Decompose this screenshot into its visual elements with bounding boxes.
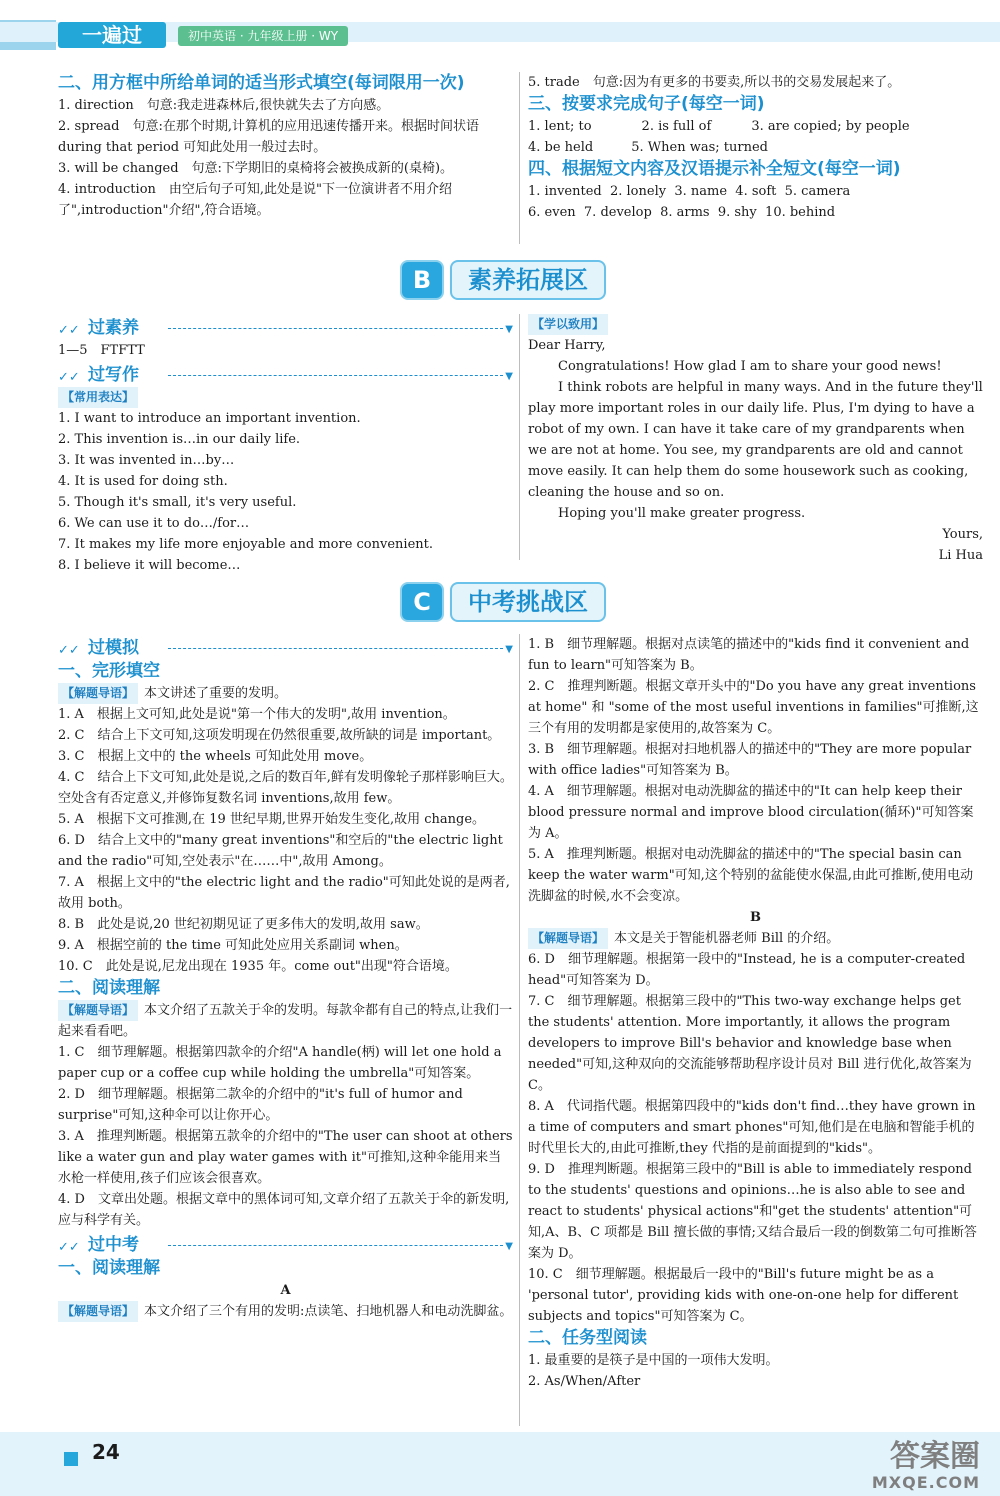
cloze-answer: 6. D 结合上文中的"many great inventions"和空后的"the electric light and the radio"可知,空处表示"在……中",故用 Among。 [58,833,503,869]
banner-section-b [400,258,640,298]
answer-item: 5. When was; turned [631,140,768,155]
section-title: 四、根据短文内容及汉语提示补全短文(每空一词) [528,159,901,179]
answer-item: 6. even [528,205,576,220]
dashed-rule [168,328,503,329]
answer-item: 4. introduction 由空后句子可知,此处是说"下一位演讲者不用介绍了",introduction"介绍",符合语境。 [58,182,452,218]
arrow-down-icon: ▼ [505,324,513,335]
answer-item: 4. be held [528,140,594,155]
section-title: 三、按要求完成句子(每空一词) [528,94,765,114]
section-literacy [58,314,513,576]
reading-answer: 2. C 推理判断题。根据文章开头中的"Do you have any great inventions at home" 和 "some of the most useful inventions in families"可推断,这三个有用的发明都是家使用的,故答案为 C。 [528,679,979,736]
section-title: 一、完形填空 [58,661,160,681]
reading-answer: 1. B 细节理解题。根据对点读笔的描述中的"kids find it convenient and fun to learn"可知答案为 B。 [528,637,970,673]
expression-item: 5. Though it's small, it's very useful. [58,495,297,510]
dashed-rule [168,648,503,649]
task-answer: 1. 最重要的是筷子是中国的一项伟大发明。 [528,1353,779,1368]
answer-item: 1. lent; to [528,119,592,134]
chevron-icon: ✓✓ [58,643,80,658]
reading-answer: 10. C 细节理解题。根据最后一段中的"Bill's future might be as a 'personal tutor', providing kids with one-on-one help for different subjects and topics"可知答案为 C。 [528,1267,959,1324]
arrow-down-icon: ▼ [505,371,513,382]
letter-paragraph: Congratulations! How glad I am to share your good news! [558,359,942,374]
answer-item: 10. behind [765,205,836,220]
answer-item: 2. is full of [641,119,712,134]
label-common-expressions: 【常用表达】 [58,387,138,408]
subheading-label: 过模拟 [88,638,139,658]
subheading-label: 过中考 [88,1235,139,1255]
section-exam-left [58,634,513,1322]
expression-item: 3. It was invented in…by… [58,453,235,468]
label-guide: 【解题导语】 [58,1301,138,1322]
expression-item: 4. It is used for doing sth. [58,474,228,489]
chevron-icon: ✓✓ [58,370,80,385]
column-divider [519,72,520,244]
section-exam-right [528,634,983,1392]
answer-item: 3. name [674,184,728,199]
reading-answer: 3. B 细节理解题。根据对扫地机器人的描述中的"They are more popular with office ladies"可知答案为 B。 [528,742,972,778]
answer-item: 1. invented [528,184,602,199]
expression-item: 6. We can use it to do…/for… [58,516,250,531]
label-guide: 【解题导语】 [58,1000,138,1021]
answer-item: 2. lonely [609,184,667,199]
letter-signature: Li Hua [938,548,983,563]
subheading-suyang [58,316,513,340]
watermark-title: 答案圈 [890,1439,980,1474]
guide-text: 本文是关于智能机器老师 Bill 的介绍。 [614,931,840,946]
letter-paragraph: Hoping you'll make greater progress. [558,506,806,521]
answer-item: 2. spread 句意:在那个时期,计算机的应用迅速传播开来。根据时间状语 during that period 可知此处用一般过去时。 [58,119,480,155]
column-divider [519,314,520,560]
expression-item: 7. It makes my life more enjoyable and more convenient. [58,537,433,552]
answer-item: 3. will be changed 句意:下学期旧的桌椅将会被换成新的(桌椅)。 [58,161,454,176]
subheading-label: 过素养 [88,318,139,338]
column-divider [519,634,520,1426]
page-marker-icon [64,1452,78,1466]
reading-answer: 6. D 细节理解题。根据第一段中的"Instead, he is a computer-created head"可知答案为 D。 [528,952,966,988]
subheading-xiezuo [58,363,513,387]
passage-label: A [280,1283,291,1298]
chevron-icon: ✓✓ [58,1240,80,1255]
arrow-down-icon: ▼ [505,1241,513,1252]
letter-greeting: Dear Harry, [528,338,606,353]
page-footer [0,1432,1000,1496]
cloze-answer: 7. A 根据上文中的"the electric light and the radio"可知此处说的是两者,故用 both。 [58,875,510,911]
letter-closing: Yours, [942,527,983,542]
reading-answer: 8. A 代词指代题。根据第四段中的"kids don't find…they have grown in a time of computers and smart phones"可知,他们是在电脑和智能手机的时代里长大的,由此可推断,they 代指的是前面提到的"kids"。 [528,1099,976,1156]
dashed-rule [168,375,503,376]
letter-paragraph: I think robots are helpful in many ways. And in the future they'll play more important roles in our daily life. Plus, I'm dying to have a robot of my own. I can have it take care of my grandparents when we are not at home. You see, my grandparents are old and cannot move easily. It can help them do some housework such as cooking, cleaning the house and so on. [528,380,983,500]
cloze-answer: 10. C 此处是说,尼龙出现在 1935 年。come out"出现"符合语境。 [58,959,458,974]
reading-answer: 7. C 细节理解题。根据第三段中的"This two-way exchange helps get the students' attention. More importantly, it allows the program developers to improve Bill's behavior and knowledge base when needed"可知,这种双向的交流能够帮助程序设计员对 Bill 进行优化,故答案为 C。 [528,994,972,1093]
cloze-answer: 9. A 根据空前的 the time 可知此处应用关系副词 when。 [58,938,408,953]
answer-item: 1. direction 句意:我走进森林后,很快就失去了方向感。 [58,98,390,113]
answer-item: 3. are copied; by people [751,119,910,134]
dashed-rule [168,1245,503,1246]
reading-answer: 5. A 推理判断题。根据对电动洗脚盆的描述中的"The special basin can keep the water warm"可知,这个特别的盆能使水保温,由此可推断,使用电动洗脚盆的时候,水不会变凉。 [528,847,974,904]
cloze-answer: 3. C 根据上文中的 the wheels 可知此处用 move。 [58,749,373,764]
page-header [0,0,1000,62]
answer-row [528,202,983,223]
answer-item: 8. arms [660,205,710,220]
subheading-zhongkao [58,1233,513,1257]
answer-item: 5. camera [784,184,851,199]
series-logo: 一遍过 [58,22,166,48]
cloze-answer: 8. B 此处是说,20 世纪初期见证了更多伟大的发明,故用 saw。 [58,917,429,932]
subheading-moni [58,636,513,660]
banner-section-c [400,580,640,620]
reading-answer: 4. D 文章出处题。根据文章中的黑体词可知,文章介绍了五款关于伞的新发明,应与科学有关。 [58,1192,510,1228]
reading-answer: 9. D 推理判断题。根据第三段中的"Bill is able to immediately respond to the students' questions and opinions…he is also able to see and react to students' physical actions"和"get the students' attention"可知,A、B、C 项都是 Bill 擅长做的事情;又结合最后一段的倒数第二句可推断答案为 D。 [528,1162,977,1261]
book-tag: 初中英语 · 九年级上册 · WY [178,26,348,46]
reading-answer: 1. C 细节理解题。根据第四款伞的介绍"A handle(柄) will let one hold a paper cup or a coffee cup while holding the umbrella"可知答案。 [58,1045,502,1081]
section-fill-blank [58,72,513,221]
label-guide: 【解题导语】 [528,928,608,949]
section-title: 一、阅读理解 [58,1258,160,1278]
label-apply: 【学以致用】 [528,314,608,335]
expression-item: 8. I believe it will become… [58,558,241,573]
answer-item: 1—5 FTFTT [58,343,145,358]
passage-label: B [750,910,761,925]
banner-label: 中考挑战区 [450,582,606,622]
answer-item: 9. shy [717,205,757,220]
answer-row [528,137,983,158]
cloze-answer: 2. C 结合上下文可知,这项发明现在仍然很重要,故所缺的词是 important。 [58,728,501,743]
cloze-answer: 5. A 根据下文可推测,在 19 世纪早期,世界开始发生变化,故用 change。 [58,812,486,827]
page-number: 24 [92,1440,120,1464]
section-title: 二、任务型阅读 [528,1328,647,1348]
section-sentences [528,72,983,223]
watermark-url: MXQE.COM [871,1473,980,1492]
answer-row [528,181,983,202]
banner-letter: C [400,582,444,622]
reading-answer: 4. A 细节理解题。根据对电动洗脚盆的描述中的"It can help keep their blood pressure normal and improve blood circulation(循环)"可知答案为 A。 [528,784,974,841]
section-title: 二、阅读理解 [58,978,160,998]
banner-label: 素养拓展区 [450,260,606,300]
reading-answer: 3. A 推理判断题。根据第五款伞的介绍中的"The user can shoot at others like a water gun and play water games with it"可推知,这种伞能用来当水枪一样使用,孩子们应该会很喜欢。 [58,1129,513,1186]
reading-answer: 2. D 细节理解题。根据第二款伞的介绍中的"it's full of humor and surprise"可知,这种伞可以让你开心。 [58,1087,463,1123]
expression-item: 1. I want to introduce an important invention. [58,411,361,426]
label-guide: 【解题导语】 [58,683,138,704]
answer-row [528,116,983,137]
cloze-answer: 1. A 根据上文可知,此处是说"第一个伟大的发明",故用 invention。 [58,707,456,722]
section-sample-letter [528,314,983,566]
answer-item: 7. develop [583,205,652,220]
answer-item: 5. trade 句意:因为有更多的书要卖,所以书的交易发展起来了。 [528,75,901,90]
chevron-icon: ✓✓ [58,323,80,338]
answer-item: 4. soft [735,184,777,199]
task-answer: 2. As/When/After [528,1374,641,1389]
watermark [872,1440,980,1492]
guide-text: 本文介绍了五款关于伞的发明。每款伞都有自己的特点,让我们一起来看看吧。 [58,1003,513,1039]
cloze-answer: 4. C 结合上下文可知,此处是说,之后的数百年,鲜有发明像轮子那样影响巨大。空处含有否定意义,并修饰复数名词 inventions,故用 few。 [58,770,513,806]
subheading-label: 过写作 [88,365,139,385]
section-title: 二、用方框中所给单词的适当形式填空(每词限用一次) [58,73,465,93]
expression-item: 2. This invention is…in our daily life. [58,432,301,447]
arrow-down-icon: ▼ [505,644,513,655]
guide-text: 本文介绍了三个有用的发明:点读笔、扫地机器人和电动洗脚盆。 [144,1304,513,1319]
guide-text: 本文讲述了重要的发明。 [144,686,288,701]
banner-letter: B [400,260,444,300]
